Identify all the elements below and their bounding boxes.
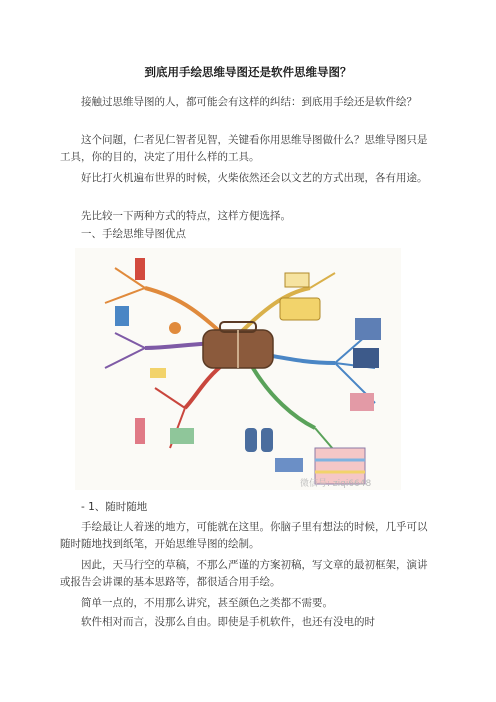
paragraph-body-1: 手绘最让人着迷的地方，可能就在这里。你脑子里有想法的时候，几乎可以随时随地找到纸笔，开始思维导图的绘制。 <box>60 521 428 550</box>
paragraph-intro: 接触过思维导图的人，都可能会有这样的纠结：到底用手绘还是软件绘？ <box>81 96 417 108</box>
document-title: 到底用手绘思维导图还是软件思维导图？ <box>144 65 352 79</box>
paragraph-question: 这个问题，仁者见仁智者见智，关键看你用思维导图做什么？思维导图只是工具，你的目的，决定了用什么样的工具。 <box>60 134 428 163</box>
subheading: - 1、随时随地 <box>81 501 148 513</box>
mindmap-image <box>75 248 401 490</box>
paragraph-body-3: 简单一点的，不用那么讲究，甚至颜色之类都不需要。 <box>81 597 333 609</box>
watermark: 微信号: ziqi6648 <box>300 479 372 489</box>
mindmap-drawing <box>75 248 401 490</box>
paragraph-compare: 先比较一下两种方式的特点，这样方便选择。 <box>81 210 291 222</box>
paragraph-body-2: 因此，天马行空的草稿，不那么严谨的方案初稿，写文章的最初框架，演讲或报告会讲课的基本思路等，都很适合用手绘。 <box>60 559 428 588</box>
paragraph-body-4: 软件相对而言，没那么自由。即使是手机软件，也还有没电的时 <box>81 616 375 628</box>
paragraph-analogy: 好比打火机遍布世界的时候，火柴依然还会以文艺的方式出现，各有用途。 <box>81 172 428 184</box>
section-heading: 一、手绘思维导图优点 <box>81 228 186 240</box>
